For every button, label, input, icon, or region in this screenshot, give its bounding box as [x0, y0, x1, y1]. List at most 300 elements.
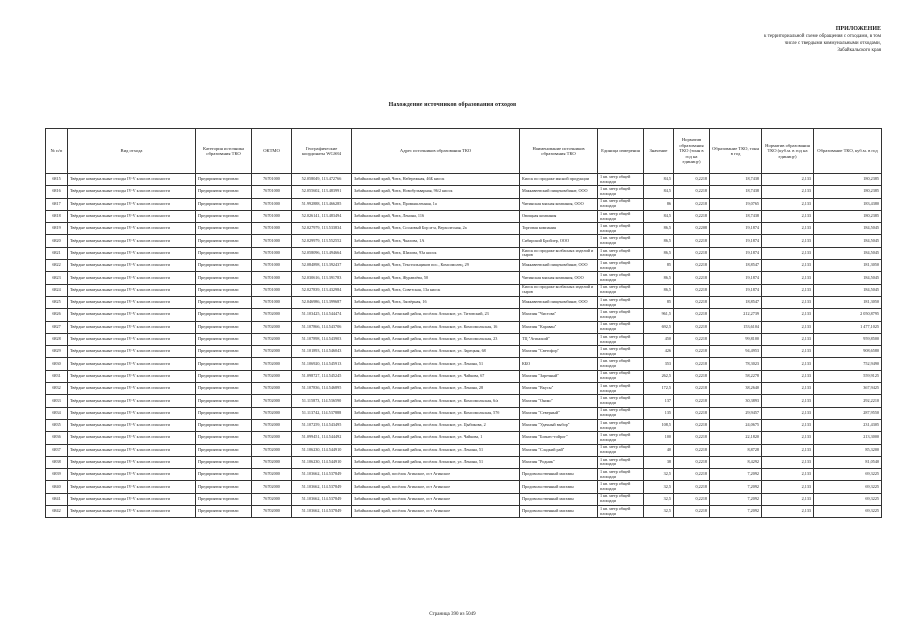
table-cell: 6832 — [46, 383, 68, 395]
table-cell: Забайкальский край, Агинский район, посёлок Агинское, ул. Ленина, 51 — [352, 444, 520, 456]
table-cell: 184,5045 — [814, 223, 882, 235]
table-cell: Предприятия торговли — [196, 395, 252, 407]
table-cell: Твёрдые коммунальные отходы IV-V классов опасности — [68, 247, 196, 259]
table-cell: 6841 — [46, 493, 68, 505]
table-cell: 84,5 — [644, 174, 674, 186]
table-cell: Предприятия торговли — [196, 186, 252, 198]
table-cell: Твёрдые коммунальные отходы IV-V классов опасности — [68, 346, 196, 358]
table-cell: 2,133 — [762, 358, 814, 370]
table-cell: 52.046986, 113.399687 — [292, 296, 352, 308]
table-cell: Сибирский Бройлер, ООО — [520, 235, 598, 247]
table-cell: Твёрдые коммунальные отходы IV-V классов опасности — [68, 407, 196, 419]
table-cell: 76702000 — [252, 321, 292, 333]
table-row — [46, 419, 882, 431]
table-cell: 184,5045 — [814, 272, 882, 284]
table-cell: 6839 — [46, 469, 68, 481]
table-cell: 86 — [644, 198, 674, 210]
table-cell: 1 кв. метр общей площади — [598, 419, 644, 431]
table-row — [46, 174, 882, 186]
column-header: Норматив образования ТКО (куб.м. в год на единицу) — [762, 129, 814, 174]
table-cell: 51.103662, 114.537849 — [292, 493, 352, 505]
table-cell: Магазин "Заречный" — [520, 370, 598, 382]
table-cell: 135 — [644, 407, 674, 419]
table-cell: 76702000 — [252, 444, 292, 456]
column-header: Единица измерения — [598, 129, 644, 174]
table-cell: 19,1874 — [710, 223, 762, 235]
table-cell: Забайкальский край, Чита, Заозёрная, 16 — [352, 296, 520, 308]
table-cell: 6824 — [46, 284, 68, 296]
waste-sources-table — [45, 128, 882, 518]
table-cell: 40 — [644, 444, 674, 456]
table-cell: Предприятия торговли — [196, 296, 252, 308]
table-cell: 86,5 — [644, 223, 674, 235]
table-cell: 0,2218 — [674, 383, 710, 395]
table-cell: 51.992888, 113.466285 — [292, 198, 352, 210]
table-cell: 6828 — [46, 333, 68, 345]
table-row — [46, 444, 882, 456]
table-cell: 51.098727, 114.545245 — [292, 370, 352, 382]
table-cell: 0,2218 — [674, 198, 710, 210]
table-cell: 51.107259, 114.543495 — [292, 419, 352, 431]
table-cell: 0,2218 — [674, 456, 710, 468]
table-cell: 2 050,8795 — [814, 309, 882, 321]
table-cell: Предприятия торговли — [196, 506, 252, 518]
table-cell: Твёрдые коммунальные отходы IV-V классов опасности — [68, 186, 196, 198]
table-cell: 1 кв. метр общей площади — [598, 493, 644, 505]
table-row — [46, 395, 882, 407]
table-cell: 18,8547 — [710, 296, 762, 308]
table-cell: 908,6580 — [814, 346, 882, 358]
table-cell: 76701000 — [252, 223, 292, 235]
table-cell: Твёрдые коммунальные отходы IV-V классов опасности — [68, 174, 196, 186]
table-cell: 961,5 — [644, 309, 674, 321]
table-cell: 0,2218 — [674, 333, 710, 345]
table-cell: 1 кв. метр общей площади — [598, 432, 644, 444]
table-cell: 0,2218 — [674, 235, 710, 247]
table-cell: 2,133 — [762, 395, 814, 407]
table-cell: Магазин "Родник" — [520, 456, 598, 468]
table-row — [46, 284, 882, 296]
table-cell: Киоск по продаже колбасных изделий и сыров — [520, 247, 598, 259]
table-row — [46, 321, 882, 333]
table-cell: 6838 — [46, 456, 68, 468]
table-cell: Магазин "Чистова" — [520, 309, 598, 321]
table-cell: Твёрдые коммунальные отходы IV-V классов опасности — [68, 358, 196, 370]
table-cell: Забайкальский край, Агинский район, посёлок Агинское, ул. Чайкова, 1 — [352, 432, 520, 444]
table-cell: 76701000 — [252, 174, 292, 186]
table-cell: 51.106230, 114.544910 — [292, 444, 352, 456]
table-cell: 69,3225 — [814, 506, 882, 518]
table-cell: 86,5 — [644, 235, 674, 247]
table-cell: 52.058096, 113.494664 — [292, 247, 352, 259]
table-cell: 19,1874 — [710, 247, 762, 259]
table-cell: 262,5 — [644, 370, 674, 382]
table-cell: 2,133 — [762, 432, 814, 444]
table-cell: 0,2218 — [674, 260, 710, 272]
table-cell: 2,133 — [762, 174, 814, 186]
table-cell: 52.027839, 113.432984 — [292, 284, 352, 296]
table-cell: 1 кв. метр общей площади — [598, 358, 644, 370]
table-cell: Киоск по продаже мясной продукции — [520, 174, 598, 186]
table-cell: 6817 — [46, 198, 68, 210]
table-cell: 51.113742, 114.537888 — [292, 407, 352, 419]
table-cell: 2,133 — [762, 296, 814, 308]
document-title: Нахождение источников образования отходов — [388, 102, 517, 108]
table-body — [46, 174, 882, 518]
table-cell: 76702000 — [252, 395, 292, 407]
table-cell: 1 кв. метр общей площади — [598, 309, 644, 321]
table-cell: 292,2210 — [814, 395, 882, 407]
table-cell: 76701000 — [252, 210, 292, 222]
table-cell: 1 477,1025 — [814, 321, 882, 333]
table-cell: 76702000 — [252, 481, 292, 493]
table-cell: 1 кв. метр общей площади — [598, 223, 644, 235]
table-cell: Предприятия торговли — [196, 174, 252, 186]
table-cell: 81,0540 — [814, 456, 882, 468]
table-cell: 51.103425, 114.544474 — [292, 309, 352, 321]
table-cell: 1 кв. метр общей площади — [598, 186, 644, 198]
table-cell: Магазин "Оникс" — [520, 395, 598, 407]
table-cell: 76702000 — [252, 432, 292, 444]
table-row — [46, 210, 882, 222]
table-cell: Предприятия торговли — [196, 247, 252, 259]
column-header: Наименование источников образования ТКО — [520, 129, 598, 174]
table-cell: 6833 — [46, 395, 68, 407]
table-cell: 8,4292 — [710, 456, 762, 468]
table-cell: 85,3200 — [814, 444, 882, 456]
table-cell: 367,9425 — [814, 383, 882, 395]
table-cell: 76702000 — [252, 358, 292, 370]
table-cell: 76702000 — [252, 456, 292, 468]
table-cell: 52.027979, 113.533834 — [292, 223, 352, 235]
table-cell: 0,2218 — [674, 419, 710, 431]
table-cell: 0,2218 — [674, 247, 710, 259]
table-row — [46, 247, 882, 259]
table-cell: Продовольственный магазин — [520, 481, 598, 493]
table-cell: 85 — [644, 260, 674, 272]
table-cell: 1 кв. метр общей площади — [598, 284, 644, 296]
table-cell: 2,133 — [762, 506, 814, 518]
table-cell: 2,133 — [762, 333, 814, 345]
table-row — [46, 186, 882, 198]
page-number: Страница 390 из 5049 — [429, 612, 476, 617]
table-cell: 0,2218 — [674, 174, 710, 186]
table-cell: Забайкальский край, Агинский район, посёлок Агинское, ул. Комсомольская, 16 — [352, 321, 520, 333]
table-cell: Твёрдые коммунальные отходы IV-V классов опасности — [68, 419, 196, 431]
table-cell: 76702000 — [252, 346, 292, 358]
column-header: Категория источника образования ТКО — [196, 129, 252, 174]
table-cell: 86,5 — [644, 272, 674, 284]
table-cell: 0,2218 — [674, 370, 710, 382]
table-cell: Магазин "Удачный выбор" — [520, 419, 598, 431]
table-cell: Маккавеевский пищекомбинат, ООО — [520, 260, 598, 272]
table-cell: Магазин "Северный" — [520, 407, 598, 419]
table-cell: 6842 — [46, 506, 68, 518]
table-row — [46, 432, 882, 444]
table-cell: 76701000 — [252, 198, 292, 210]
table-cell: Твёрдые коммунальные отходы IV-V классов опасности — [68, 210, 196, 222]
table-cell: 2,133 — [762, 407, 814, 419]
table-cell: 38,2640 — [710, 383, 762, 395]
table-cell: 18,7438 — [710, 210, 762, 222]
table-cell: 6825 — [46, 296, 68, 308]
table-cell: 69,3225 — [814, 481, 882, 493]
table-cell: Забайкальский край, Агинский район, посёлок Агинское, ул. Ленина, 51 — [352, 456, 520, 468]
table-cell: Твёрдые коммунальные отходы IV-V классов опасности — [68, 321, 196, 333]
table-cell: 2,133 — [762, 456, 814, 468]
table-cell: Предприятия торговли — [196, 223, 252, 235]
table-cell: 6823 — [46, 272, 68, 284]
table-row — [46, 493, 882, 505]
table-cell: 137 — [644, 395, 674, 407]
table-cell: 184,5045 — [814, 247, 882, 259]
column-header: Образование ТКО, куб.м. в год — [814, 129, 882, 174]
table-cell: Твёрдые коммунальные отходы IV-V классов опасности — [68, 309, 196, 321]
table-cell: 30,3893 — [710, 395, 762, 407]
table-row — [46, 272, 882, 284]
table-cell: Предприятия торговли — [196, 358, 252, 370]
table-cell: Предприятия торговли — [196, 235, 252, 247]
table-cell: 0,2218 — [674, 506, 710, 518]
table-cell: Предприятия торговли — [196, 321, 252, 333]
table-cell: 1 кв. метр общей площади — [598, 260, 644, 272]
table-cell: 353 — [644, 358, 674, 370]
table-cell: Забайкальский край, посёлок Агинское, ост Агинское — [352, 481, 520, 493]
table-cell: 7,2092 — [710, 506, 762, 518]
table-cell: Предприятия торговли — [196, 284, 252, 296]
table-cell: 86,5 — [644, 284, 674, 296]
table-row — [46, 481, 882, 493]
table-cell: Магазин "Светофор" — [520, 346, 598, 358]
table-cell: Предприятия торговли — [196, 493, 252, 505]
table-cell: 1 кв. метр общей площади — [598, 346, 644, 358]
table-cell: 0,2218 — [674, 284, 710, 296]
table-cell: 6836 — [46, 432, 68, 444]
table-cell: Твёрдые коммунальные отходы IV-V классов опасности — [68, 383, 196, 395]
table-cell: 69,3225 — [814, 469, 882, 481]
table-cell: Читинская мясная компания, ООО — [520, 272, 598, 284]
table-cell: 19,1874 — [710, 235, 762, 247]
table-row — [46, 456, 882, 468]
table-cell: Предприятия торговли — [196, 419, 252, 431]
table-cell: 51.106230, 114.544910 — [292, 456, 352, 468]
table-cell: 76701000 — [252, 272, 292, 284]
table-cell: Твёрдые коммунальные отходы IV-V классов опасности — [68, 272, 196, 284]
column-header: Образование ТКО, тонн в год — [710, 129, 762, 174]
table-cell: Твёрдые коммунальные отходы IV-V классов опасности — [68, 260, 196, 272]
column-header: Адрес источников образования ТКО — [352, 129, 520, 174]
table-cell: 0,2218 — [674, 210, 710, 222]
table-cell: 180,2385 — [814, 210, 882, 222]
table-cell: Забайкальский край, Агинский район, посёлок Агинское, ул. Титовский, 23 — [352, 309, 520, 321]
table-cell: 76702000 — [252, 506, 292, 518]
table-cell: Предприятия торговли — [196, 210, 252, 222]
table-cell: 1 кв. метр общей площади — [598, 506, 644, 518]
table-cell: Овощная компания — [520, 210, 598, 222]
table-cell: 1 кв. метр общей площади — [598, 456, 644, 468]
table-cell: 51.107836, 114.546895 — [292, 383, 352, 395]
table-cell: 2,133 — [762, 493, 814, 505]
table-cell: 180,2385 — [814, 174, 882, 186]
table-cell: 76701000 — [252, 247, 292, 259]
table-cell: 51.099451, 114.544492 — [292, 432, 352, 444]
table-cell: 692,5 — [644, 321, 674, 333]
table-cell: 1 кв. метр общей площади — [598, 272, 644, 284]
table-cell: 2,133 — [762, 260, 814, 272]
table-cell: Предприятия торговли — [196, 272, 252, 284]
table-cell: 2,133 — [762, 235, 814, 247]
table-cell: Магазин "Сладкий рай" — [520, 444, 598, 456]
table-cell: 6834 — [46, 407, 68, 419]
table-cell: Забайкальский край, Чита, Чкалова, 1А — [352, 235, 520, 247]
table-cell: 183,4380 — [814, 198, 882, 210]
table-cell: 51.107866, 114.543706 — [292, 321, 352, 333]
table-cell: 52.029979, 113.552552 — [292, 235, 352, 247]
table-cell: 86,5 — [644, 247, 674, 259]
table-cell: Забайкальский край, Агинский район, посёлок Агинское, ул. Чайкова, 67 — [352, 370, 520, 382]
table-cell: 8,8728 — [710, 444, 762, 456]
column-header: Значение — [644, 129, 674, 174]
table-cell: 1 кв. метр общей площади — [598, 333, 644, 345]
table-cell: Магазин "Вкусы" — [520, 383, 598, 395]
table-cell: Читинская мясная компания, ООО — [520, 198, 598, 210]
table-cell: 24,0675 — [710, 419, 762, 431]
table-row — [46, 506, 882, 518]
table-cell: 69,3225 — [814, 493, 882, 505]
table-cell: 0,2208 — [674, 223, 710, 235]
table-cell: 2,133 — [762, 210, 814, 222]
table-cell: 85 — [644, 296, 674, 308]
table-cell: 6821 — [46, 247, 68, 259]
table-cell: 172,5 — [644, 383, 674, 395]
table-cell: 1 кв. метр общей площади — [598, 383, 644, 395]
table-cell: 0,2218 — [674, 346, 710, 358]
appendix-line: к территориальной схеме обращения с отходами, в том — [764, 34, 881, 39]
table-cell: 0,2218 — [674, 444, 710, 456]
table-row — [46, 469, 882, 481]
table-cell: Предприятия торговли — [196, 309, 252, 321]
table-cell: Предприятия торговли — [196, 370, 252, 382]
table-cell: 0,2218 — [674, 395, 710, 407]
table-cell: Продовольственный магазин — [520, 506, 598, 518]
table-cell: 426 — [644, 346, 674, 358]
table-cell: 287,9550 — [814, 407, 882, 419]
table-cell: Твёрдые коммунальные отходы IV-V классов опасности — [68, 284, 196, 296]
table-cell: Забайкальский край, посёлок Агинское, ост Агинское — [352, 469, 520, 481]
table-cell: Забайкальский край, Чита, Новобульварная, 96/2 киоск — [352, 186, 520, 198]
table-cell: 6816 — [46, 186, 68, 198]
table-cell: Забайкальский край, Чита, Текстильщиков пос., Комсомолец, 29 — [352, 260, 520, 272]
table-cell: Забайкальский край, Чита, Набережная, 46Б киоск — [352, 174, 520, 186]
table-cell: 1 кв. метр общей площади — [598, 296, 644, 308]
table-cell: Предприятия торговли — [196, 444, 252, 456]
table-cell: 213,3000 — [814, 432, 882, 444]
table-cell: 2,133 — [762, 272, 814, 284]
table-cell: Предприятия торговли — [196, 260, 252, 272]
table-cell: 0,2218 — [674, 186, 710, 198]
table-cell: 1 кв. метр общей площади — [598, 174, 644, 186]
table-cell: 51.107898, 114.543903 — [292, 333, 352, 345]
table-cell: 76702000 — [252, 333, 292, 345]
table-cell: 6815 — [46, 174, 68, 186]
table-cell: 959,8500 — [814, 333, 882, 345]
appendix-line: числе с твердыми коммунальными отходами, — [784, 41, 881, 46]
table-cell: 94,4953 — [710, 346, 762, 358]
table-cell: 84,5 — [644, 186, 674, 198]
table-cell: 6835 — [46, 419, 68, 431]
table-cell: 6826 — [46, 309, 68, 321]
table-cell: 1 кв. метр общей площади — [598, 407, 644, 419]
table-cell: 22,1820 — [710, 432, 762, 444]
appendix-title: ПРИЛОЖЕНИЕ — [835, 26, 881, 32]
appendix-line: Забайкальского края — [837, 48, 881, 53]
table-cell: 19,1874 — [710, 272, 762, 284]
table-cell: ТЦ "Агинский" — [520, 333, 598, 345]
table-cell: Твёрдые коммунальные отходы IV-V классов опасности — [68, 469, 196, 481]
table-cell: Забайкальский край, Агинский район, посёлок Агинское, ул. Ленина, 28 — [352, 383, 520, 395]
table-cell: 2,133 — [762, 247, 814, 259]
table-row — [46, 296, 882, 308]
column-header: № п/п — [46, 129, 68, 174]
table-cell: 184,5045 — [814, 235, 882, 247]
table-cell: 18,7438 — [710, 174, 762, 186]
table-cell: Продовольственный магазин — [520, 469, 598, 481]
table-cell: Забайкальский край, Агинский район, посёлок Агинское, ул. Комсомольская, 23 — [352, 333, 520, 345]
table-cell: Киоск по продаже колбасных изделий и сыров — [520, 284, 598, 296]
table-cell: 100 — [644, 432, 674, 444]
table-cell: 76702000 — [252, 419, 292, 431]
table-cell: 212,2739 — [710, 309, 762, 321]
table-cell: 1 кв. метр общей площади — [598, 198, 644, 210]
table-cell: 7,2092 — [710, 469, 762, 481]
table-row — [46, 333, 882, 345]
table-cell: 2,133 — [762, 419, 814, 431]
table-cell: Предприятия торговли — [196, 198, 252, 210]
table-cell: Твёрдые коммунальные отходы IV-V классов опасности — [68, 395, 196, 407]
table-cell: 1 кв. метр общей площади — [598, 395, 644, 407]
table-cell: Предприятия торговли — [196, 456, 252, 468]
table-cell: 6822 — [46, 260, 68, 272]
table-cell: Предприятия торговли — [196, 469, 252, 481]
table-cell: 450 — [644, 333, 674, 345]
table-cell: 76701000 — [252, 260, 292, 272]
table-cell: 6840 — [46, 481, 68, 493]
table-cell: 0,2218 — [674, 272, 710, 284]
table-cell: 0,2218 — [674, 296, 710, 308]
table-cell: Магазин "Бизнес-тойрог" — [520, 432, 598, 444]
table-cell: 2,133 — [762, 444, 814, 456]
table-cell: 1 кв. метр общей площади — [598, 444, 644, 456]
table-cell: 76702000 — [252, 383, 292, 395]
appendix-block — [691, 26, 881, 54]
column-header: ОКТМО — [252, 129, 292, 174]
table-cell: 6820 — [46, 235, 68, 247]
table-row — [46, 309, 882, 321]
table-cell: 19,0765 — [710, 198, 762, 210]
table-cell: 51.101893, 114.546043 — [292, 346, 352, 358]
table-cell: 52.026141, 113.483494 — [292, 210, 352, 222]
table-cell: 0,2218 — [674, 481, 710, 493]
table-cell: Твёрдые коммунальные отходы IV-V классов опасности — [68, 370, 196, 382]
table-cell: 51.103662, 114.537849 — [292, 469, 352, 481]
table-cell: Забайкальский край, Агинский район, посёлок Агинское, ул. Зарецкая, 68 — [352, 346, 520, 358]
table-cell: 2,133 — [762, 383, 814, 395]
table-cell: 76701000 — [252, 284, 292, 296]
table-cell: 38 — [644, 456, 674, 468]
table-cell: 7,2092 — [710, 493, 762, 505]
table-cell: 32,5 — [644, 481, 674, 493]
table-cell: 99,8100 — [710, 333, 762, 345]
